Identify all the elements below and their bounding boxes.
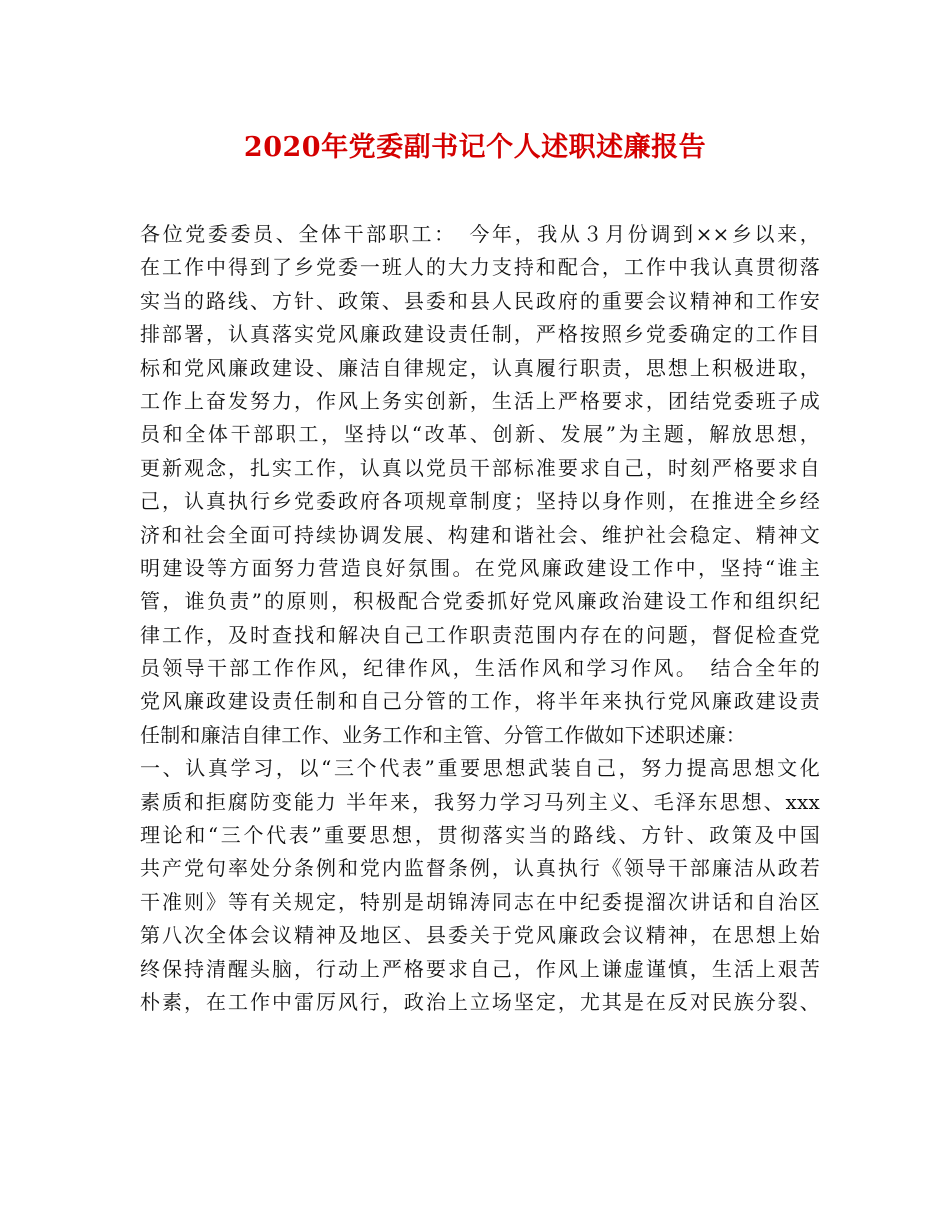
- body-line: 排部署，认真落实党风廉政建设责任制，严格按照乡党委确定的工作目: [140, 322, 820, 347]
- body-line: 管，谁负责”的原则，积极配合党委抓好党风廉政治建设工作和组织纪: [140, 589, 820, 614]
- body-line: 一、认真学习，以“三个代表”重要思想武装自己，努力提高思想文化: [140, 756, 820, 781]
- body-line: 素质和拒腐防变能力 半年来，我努力学习马列主义、毛泽东思想、xxx: [140, 789, 820, 814]
- body-line: 律工作，及时查找和解决自己工作职责范围内存在的问题，督促检查党: [140, 622, 820, 647]
- body-line: 党风廉政建设责任制和自己分管的工作，将半年来执行党风廉政建设责: [140, 689, 820, 714]
- document-body: [140, 218, 820, 1019]
- document-title: 2020年党委副书记个人述职述廉报告: [243, 132, 707, 163]
- body-line: 第八次全体会议精神及地区、县委关于党风廉政会议精神，在思想上始: [140, 923, 820, 948]
- body-line: 员和全体干部职工，坚持以“改革、创新、发展”为主题，解放思想，: [140, 422, 820, 447]
- body-line: 任制和廉洁自律工作、业务工作和主管、分管工作做如下述职述廉：: [140, 722, 746, 747]
- body-line: 在工作中得到了乡党委一班人的大力支持和配合，工作中我认真贯彻落: [140, 255, 820, 280]
- body-line: 员领导干部工作作风，纪律作风，生活作风和学习作风。 结合全年的: [140, 656, 820, 681]
- body-line: 己，认真执行乡党委政府各项规章制度；坚持以身作则，在推进全乡经: [140, 489, 820, 514]
- body-line: 实当的路线、方针、政策、县委和县人民政府的重要会议精神和工作安: [140, 288, 820, 313]
- body-line: 朴素，在工作中雷厉风行，政治上立场坚定，尤其是在反对民族分裂、: [140, 989, 820, 1014]
- body-line: 标和党风廉政建设、廉洁自律规定，认真履行职责，思想上积极进取，: [140, 355, 820, 380]
- body-line: 明建设等方面努力营造良好氛围。在党风廉政建设工作中，坚持“谁主: [140, 555, 820, 580]
- body-line: 各位党委委员、全体干部职工： 今年，我从３月份调到××乡以来，: [140, 222, 820, 246]
- body-line: 工作上奋发努力，作风上务实创新，生活上严格要求，团结党委班子成: [140, 388, 820, 413]
- body-line: 终保持清醒头脑，行动上严格要求自己，作风上谦虚谨慎，生活上艰苦: [140, 956, 820, 981]
- body-line: 更新观念，扎实工作，认真以党员干部标准要求自己，时刻严格要求自: [140, 455, 820, 480]
- body-line: 济和社会全面可持续协调发展、构建和谐社会、维护社会稳定、精神文: [140, 522, 820, 547]
- body-line: 干准则》等有关规定，特别是胡锦涛同志在中纪委提溜次讲话和自治区: [140, 889, 820, 914]
- body-line: 理论和“三个代表”重要思想，贯彻落实当的路线、方针、政策及中国: [140, 823, 820, 848]
- body-line: 共产党句率处分条例和党内监督条例，认真执行《领导干部廉洁从政若: [140, 856, 820, 881]
